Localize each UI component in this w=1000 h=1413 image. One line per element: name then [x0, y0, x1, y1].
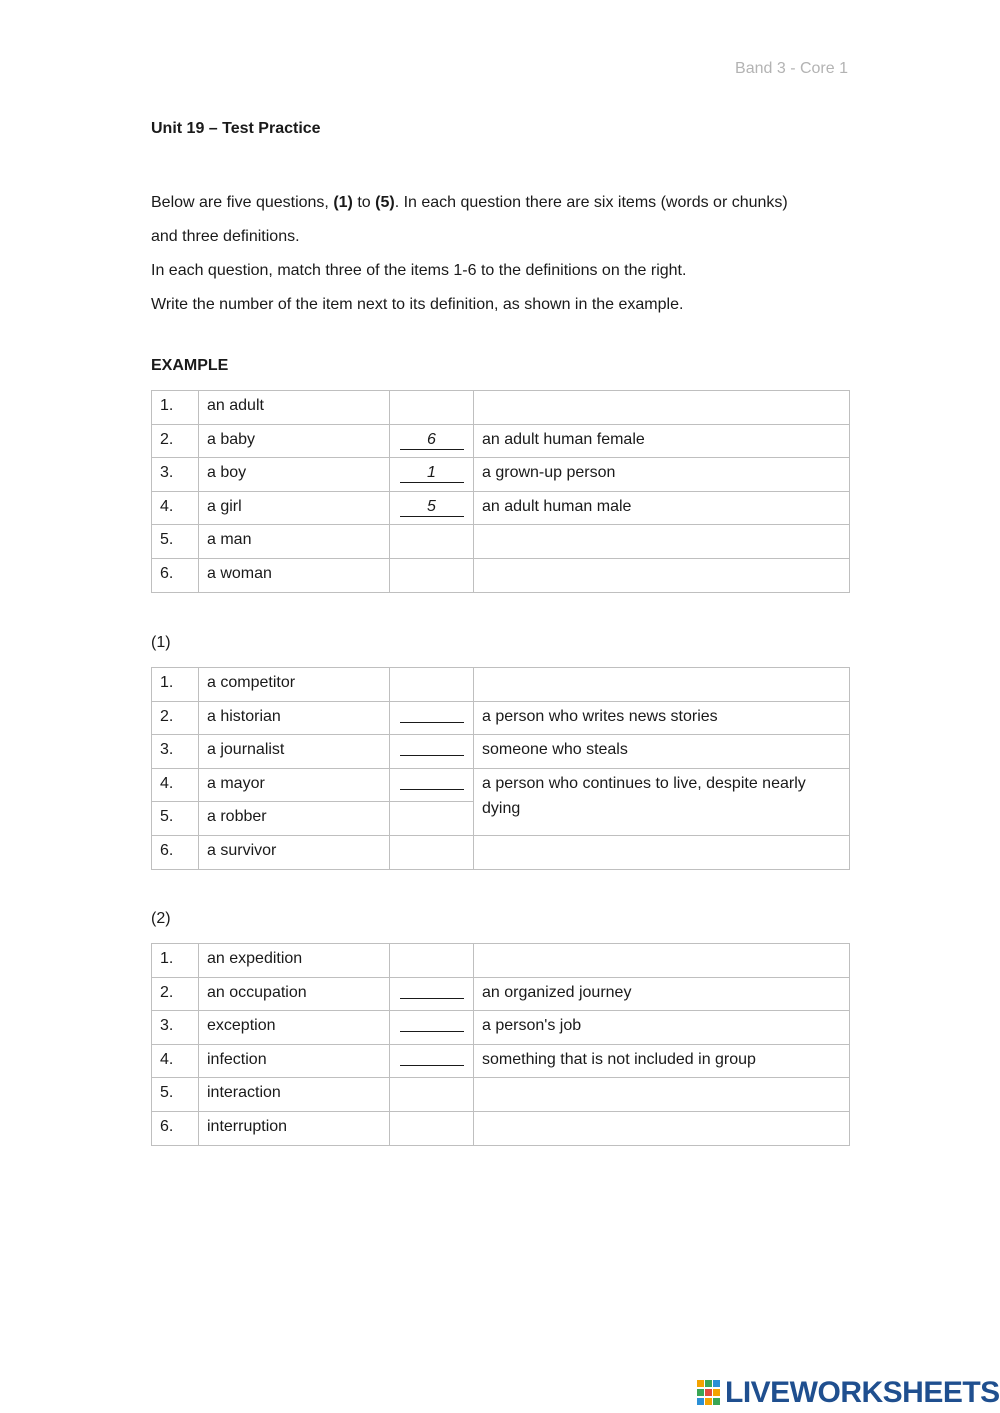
- question-2-table: [151, 943, 850, 1146]
- table-row: 1. a competitor: [152, 668, 850, 702]
- table-row: 6. interruption: [152, 1111, 850, 1145]
- instruction-line-2: and three definitions.: [151, 228, 300, 245]
- table-row: 6. a survivor: [152, 835, 850, 869]
- answer-input[interactable]: [400, 704, 464, 723]
- page-title: Unit 19 – Test Practice: [151, 120, 321, 137]
- logo-text: LIVEWORKSHEETS: [725, 1376, 1000, 1409]
- example-answer: 1: [400, 464, 464, 483]
- table-row: 1. an adult: [152, 391, 850, 425]
- table-row: 4. infection something that is not included in group: [152, 1044, 850, 1078]
- example-answer: 6: [400, 431, 464, 450]
- table-row: 2. a baby 6 an adult human female: [152, 424, 850, 458]
- table-row: 6. a woman: [152, 558, 850, 592]
- table-row: 3. exception a person's job: [152, 1011, 850, 1045]
- table-row: 1. an expedition: [152, 944, 850, 978]
- table-row: 4. a girl 5 an adult human male: [152, 491, 850, 525]
- table-row: 5. a man: [152, 525, 850, 559]
- question-1-table: [151, 667, 850, 870]
- example-label: EXAMPLE: [151, 357, 229, 374]
- instructions: [151, 186, 851, 322]
- table-row: 2. a historian a person who writes news stories: [152, 701, 850, 735]
- instruction-line-3: In each question, match three of the items 1-6 to the definitions on the right.: [151, 262, 687, 279]
- instruction-line-4: Write the number of the item next to its definition, as shown in the example.: [151, 296, 684, 313]
- table-row: 3. a journalist someone who steals: [152, 735, 850, 769]
- answer-input[interactable]: [400, 1047, 464, 1066]
- table-row: 5. interaction: [152, 1078, 850, 1112]
- question-2-label: (2): [151, 910, 171, 927]
- instruction-line-1: Below are five questions, (1) to (5). In each question there are six items (words or chunks): [151, 194, 788, 211]
- answer-input[interactable]: [400, 980, 464, 999]
- answer-input[interactable]: [400, 771, 464, 790]
- table-row: 3. a boy 1 a grown-up person: [152, 458, 850, 492]
- table-row: 4. a mayor a person who continues to live, despite nearly dying: [152, 768, 850, 802]
- band-label: Band 3 - Core 1: [735, 60, 848, 77]
- table-row: 5. a robber: [152, 802, 850, 836]
- answer-input[interactable]: [400, 737, 464, 756]
- example-answer: 5: [400, 498, 464, 517]
- liveworksheets-logo: [697, 1376, 1000, 1410]
- table-row: 2. an occupation an organized journey: [152, 977, 850, 1011]
- example-table: [151, 390, 850, 593]
- answer-input[interactable]: [400, 1013, 464, 1032]
- liveworksheets-logo-icon: [697, 1380, 721, 1406]
- question-1-label: (1): [151, 634, 171, 651]
